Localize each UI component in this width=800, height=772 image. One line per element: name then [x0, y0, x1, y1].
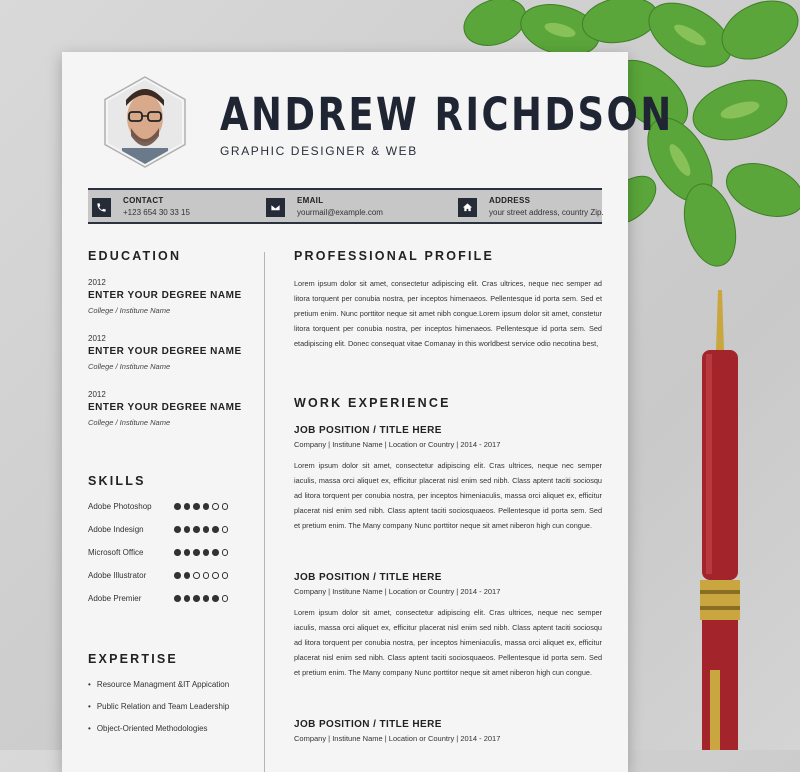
rating-dot-filled: [212, 595, 219, 602]
rating-dot-filled: [184, 549, 191, 556]
candidate-title: GRAPHIC DESIGNER & WEB: [220, 144, 418, 158]
rating-dot-empty: [193, 572, 200, 579]
job-meta: Company | Institune Name | Location or Country | 2014 - 2017: [294, 440, 501, 449]
skill-rating: [174, 549, 228, 556]
rating-dot-filled: [174, 503, 181, 510]
home-icon: [458, 198, 477, 217]
job-title: JOB POSITION / TITLE HERE: [294, 572, 442, 583]
rating-dot-filled: [184, 595, 191, 602]
skill-name: Adobe Premier: [88, 594, 142, 603]
edu-year: 2012: [88, 278, 106, 287]
rating-dot-filled: [184, 526, 191, 533]
skill-rating: [174, 595, 228, 602]
skill-name: Adobe Photoshop: [88, 502, 152, 511]
rating-dot-filled: [193, 503, 200, 510]
profile-text: Lorem ipsum dolor sit amet, consectetur adipiscing elit. Cras ultrices, neque nec semper ad litora torquent per conubia nostra, per inceptos himenaeos. Pellentesque id porta sem. Sed et pretium enim. Nunc porttitor neque sit amet nibh congue.Lorem ipsum dolor sit amet, constetur litora torquent per conubia nostra, per inceptos himenaeos. Pellentesque id porta sem. Sed etadipiscing elit. Donec consequat vitae Comanay in this worldbest service odio necotina best,: [294, 279, 602, 348]
rating-dot-empty: [203, 572, 210, 579]
edu-college: College / Institune Name: [88, 362, 171, 371]
rating-dot-filled: [174, 595, 181, 602]
skill-rating: [174, 572, 228, 579]
rating-dot-empty: [212, 572, 219, 579]
email-title: EMAIL: [297, 196, 324, 205]
edu-degree: ENTER YOUR DEGREE NAME: [88, 402, 242, 413]
rating-dot-empty: [222, 572, 229, 579]
expertise-item: • Public Relation and Team Leadership: [88, 702, 229, 711]
profile-heading: PROFESSIONAL PROFILE: [294, 249, 495, 263]
education-heading: EDUCATION: [88, 249, 182, 263]
rating-dot-filled: [193, 549, 200, 556]
rating-dot-empty: [222, 549, 229, 556]
address-value: your street address, country Zip.: [489, 208, 604, 217]
rating-dot-empty: [212, 503, 219, 510]
red-pen-decoration: [690, 290, 750, 750]
rating-dot-empty: [222, 595, 229, 602]
candidate-name: ANDREW RICHDSON: [220, 88, 674, 141]
email-icon: [266, 198, 285, 217]
job-description: Lorem ipsum dolor sit amet, consectetur adipiscing elit. Cras ultrices, neque nec semper iaculis, massa orci aliquet ex, efficitur placerat nisl enim sed nibh. Class aptent taciti sociosqu ad litora torquent per conubia nostra, per inceptos himeniaculis, massa orci aliquet ex, efficitur placerat nisl enim sed nibh. Class aptent taciti sociosquaeos. Pellentesque id porta sem. Sed et pretium enim. The Many company Nunc porttitor neque sit amet niberon high cun congue.: [294, 461, 602, 530]
job-title: JOB POSITION / TITLE HERE: [294, 719, 442, 730]
rating-dot-filled: [203, 549, 210, 556]
job-title: JOB POSITION / TITLE HERE: [294, 425, 442, 436]
rating-dot-filled: [184, 572, 191, 579]
edu-college: College / Institune Name: [88, 418, 171, 427]
rating-dot-empty: [222, 503, 229, 510]
rating-dot-filled: [203, 503, 210, 510]
expertise-item: • Object-Oriented Methodologies: [88, 724, 208, 733]
contact-title: CONTACT: [123, 196, 164, 205]
edu-degree: ENTER YOUR DEGREE NAME: [88, 346, 242, 357]
rating-dot-filled: [212, 549, 219, 556]
avatar: [104, 76, 186, 168]
job-meta: Company | Institune Name | Location or Country | 2014 - 2017: [294, 587, 501, 596]
resume-page: [62, 52, 674, 772]
skill-name: Adobe Indesign: [88, 525, 144, 534]
rating-dot-filled: [212, 526, 219, 533]
skill-name: Microsoft Office: [88, 548, 144, 557]
phone-icon: [92, 198, 111, 217]
contact-bar: [88, 188, 602, 224]
contact-value: +123 654 30 33 15: [123, 208, 190, 217]
work-heading: WORK EXPERIENCE: [294, 396, 451, 410]
skills-heading: SKILLS: [88, 474, 146, 488]
edu-year: 2012: [88, 390, 106, 399]
edu-year: 2012: [88, 334, 106, 343]
address-title: ADDRESS: [489, 196, 531, 205]
expertise-item: • Resource Managment &IT Appication: [88, 680, 229, 689]
expertise-heading: EXPERTISE: [88, 652, 178, 666]
rating-dot-filled: [203, 595, 210, 602]
job-meta: Company | Institune Name | Location or Country | 2014 - 2017: [294, 734, 501, 743]
rating-dot-filled: [174, 549, 181, 556]
edu-degree: ENTER YOUR DEGREE NAME: [88, 290, 242, 301]
rating-dot-filled: [184, 503, 191, 510]
column-divider: [264, 252, 265, 772]
rating-dot-filled: [193, 526, 200, 533]
email-value: yourmail@example.com: [297, 208, 383, 217]
rating-dot-filled: [193, 595, 200, 602]
rating-dot-filled: [174, 526, 181, 533]
edu-college: College / Institune Name: [88, 306, 171, 315]
skill-rating: [174, 503, 228, 510]
rating-dot-empty: [222, 526, 229, 533]
rating-dot-filled: [174, 572, 181, 579]
skill-name: Adobe Illustrator: [88, 571, 147, 580]
rating-dot-filled: [203, 526, 210, 533]
job-description: Lorem ipsum dolor sit amet, consectetur adipiscing elit. Cras ultrices, neque nec semper iaculis, massa orci aliquet ex, efficitur placerat nisl enim sed nibh. Class aptent taciti sociosqu ad litora torquent per conubia nostra, per inceptos himeniaculis, massa orci aliquet ex, efficitur placerat nisl enim sed nibh. Class aptent taciti sociosquaeos. Pellentesque id porta sem. Sed et pretium enim. The Many company Nunc porttitor neque sit amet niberon high cun congue.: [294, 608, 602, 677]
skill-rating: [174, 526, 228, 533]
